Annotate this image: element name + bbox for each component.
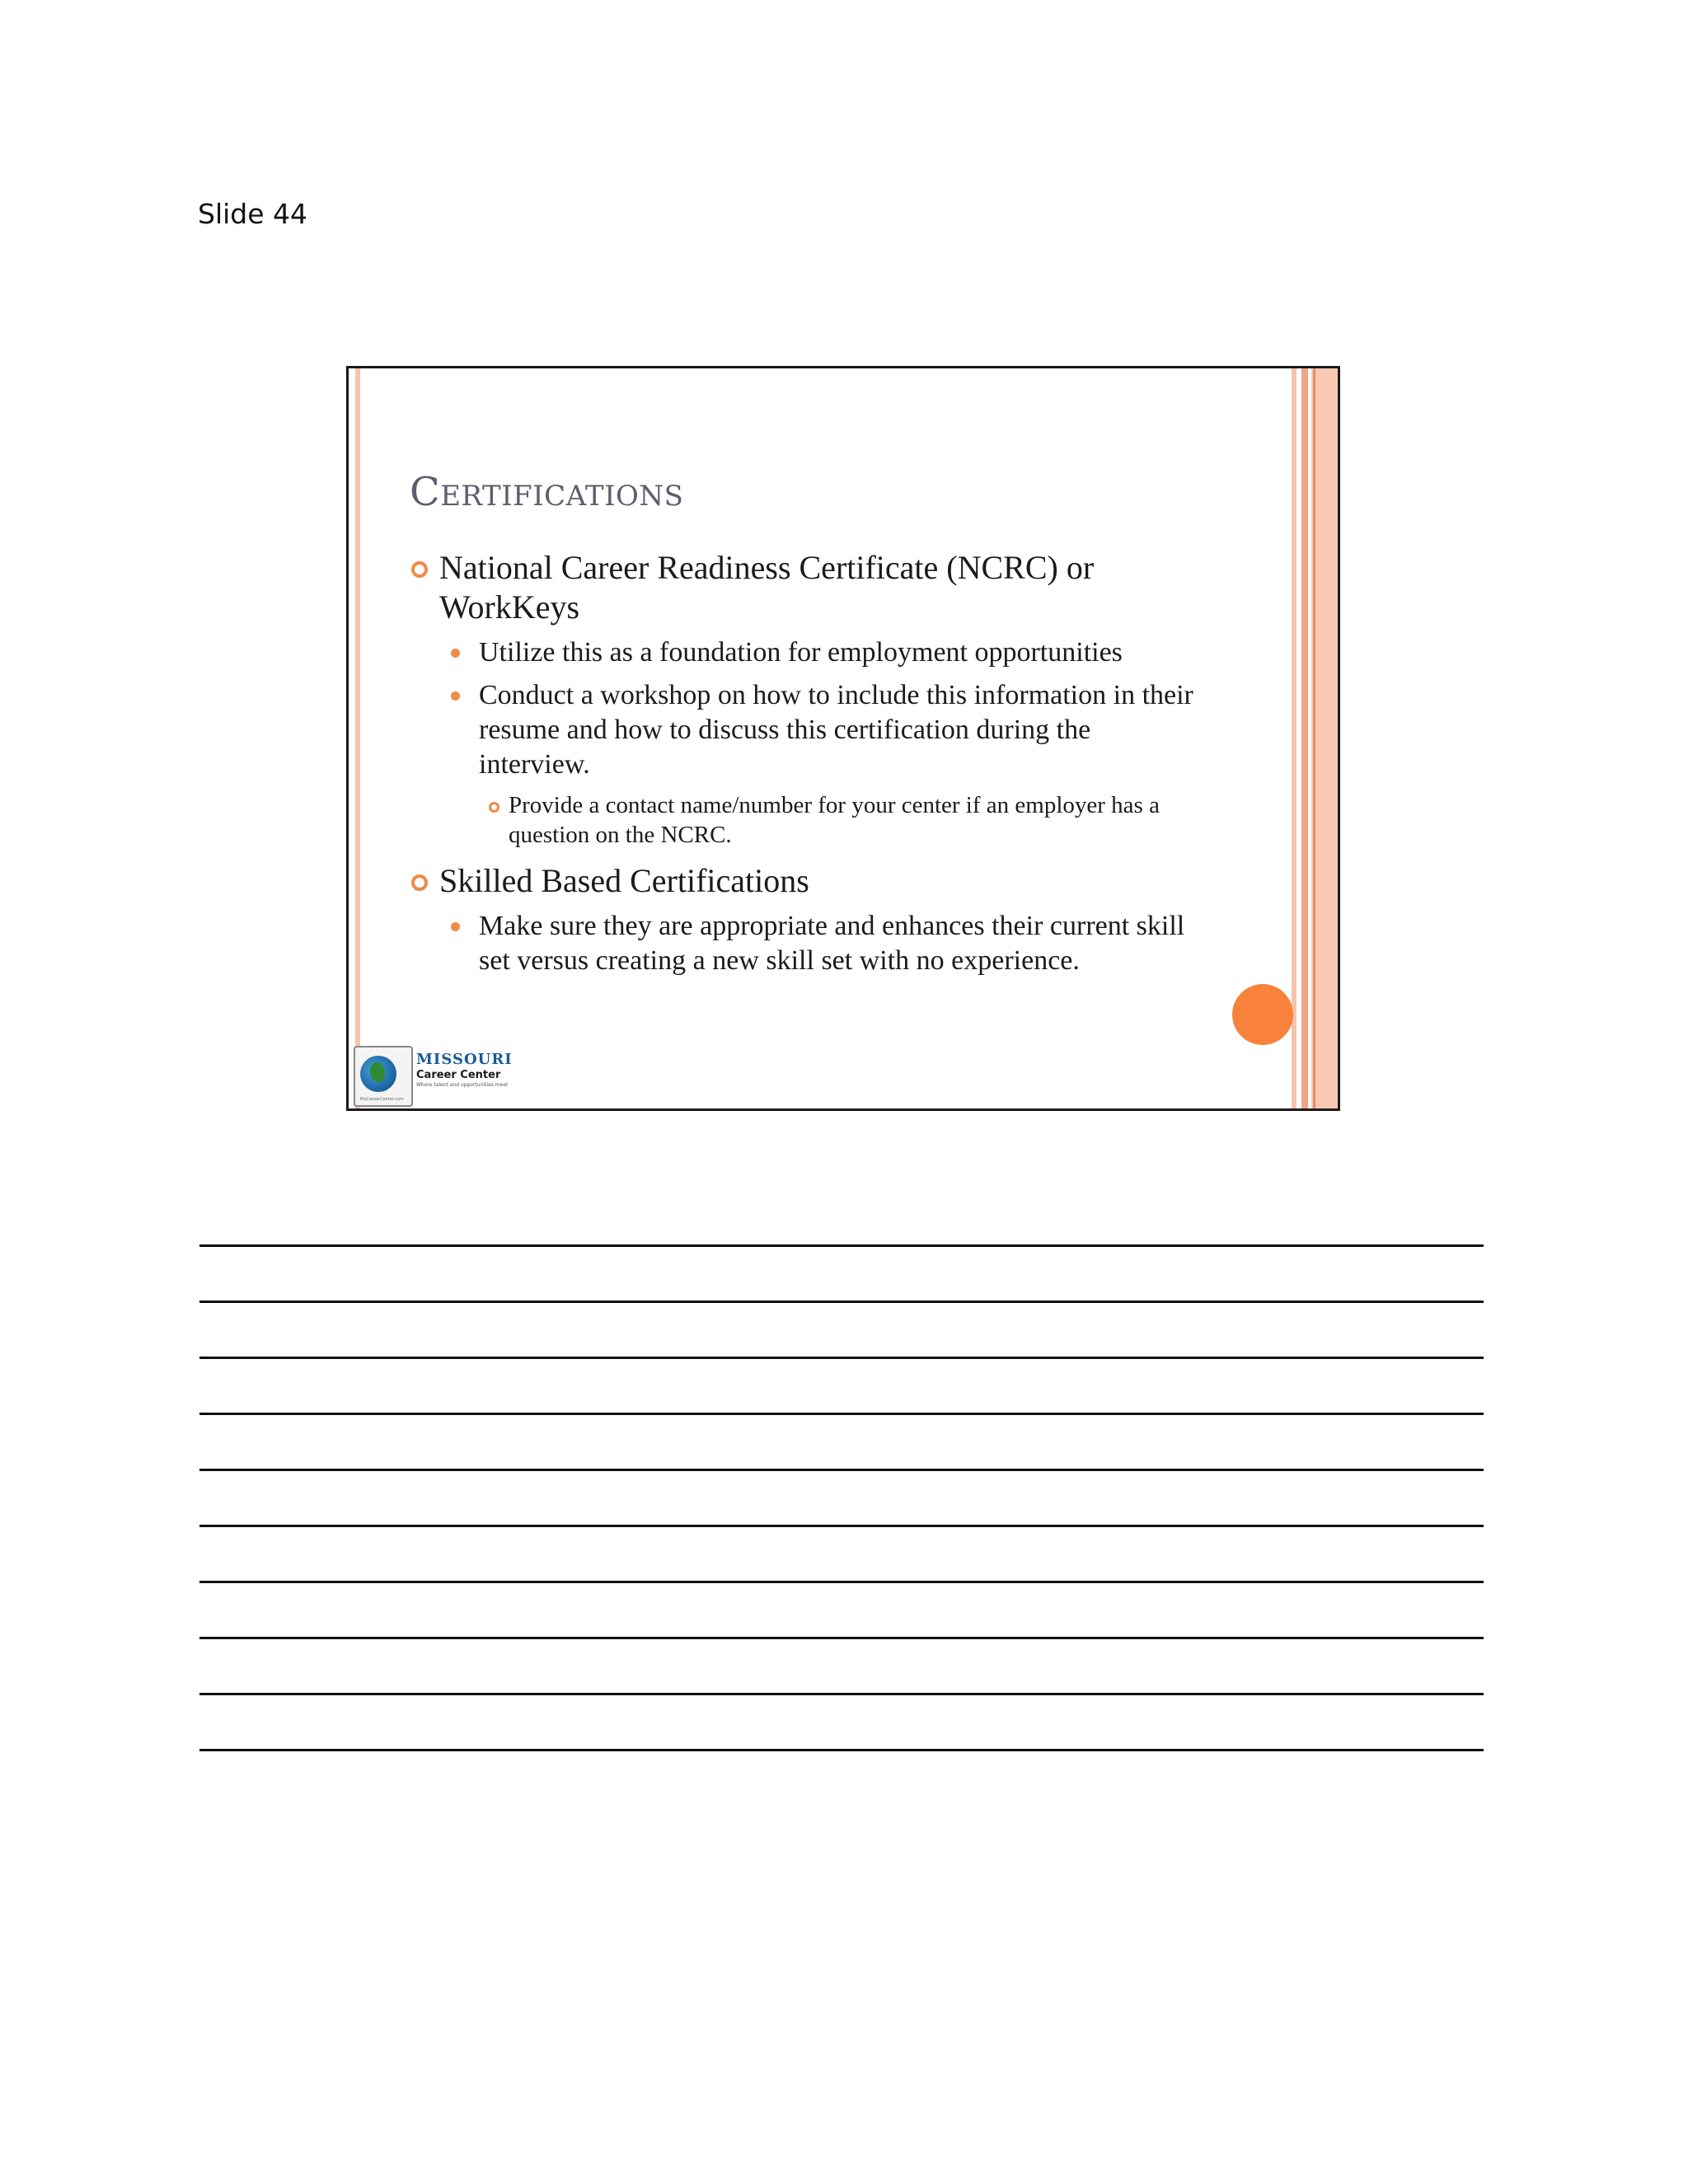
slide-thumbnail (346, 366, 1340, 1111)
dot-bullet-icon (451, 691, 460, 701)
note-line (199, 1581, 1484, 1583)
page-label: Slide 44 (198, 198, 308, 230)
dot-bullet-icon (451, 649, 460, 658)
orange-circle-decoration (1232, 984, 1293, 1045)
logo-subtitle: Career Center (416, 1069, 501, 1081)
missouri-career-center-logo (352, 1044, 517, 1107)
slide-title: Certifications (410, 469, 684, 515)
bullet-text: National Career Readiness Certificate (NCRC) or WorkKeys (439, 549, 1095, 626)
bullet-text: Provide a contact name/number for your center if an employer has a question on the NCRC. (509, 792, 1160, 848)
right-decorative-stripes (1292, 368, 1338, 1108)
logo-title: MISSOURI (416, 1051, 513, 1068)
bullet-level-1 (410, 861, 1234, 901)
logo-url: MoCareerCenter.com (360, 1097, 404, 1102)
note-line (199, 1749, 1484, 1751)
bullet-text: Conduct a workshop on how to include this information in their resume and how to discuss this certification during the interview. (479, 680, 1193, 780)
ring-bullet-icon (411, 874, 428, 891)
globe-icon (360, 1056, 396, 1092)
bullet-level-2 (410, 909, 1204, 978)
small-ring-bullet-icon (489, 802, 499, 813)
bullet-text: Utilize this as a foundation for employment opportunities (479, 637, 1123, 668)
note-line (199, 1301, 1484, 1303)
bullet-text: Skilled Based Certifications (439, 862, 809, 899)
note-line (199, 1244, 1484, 1247)
note-line (199, 1637, 1484, 1639)
left-decorative-stripe (355, 368, 360, 1108)
notes-lines (199, 1244, 1484, 1805)
bullet-level-2 (410, 635, 1204, 670)
ring-bullet-icon (411, 561, 428, 578)
note-line (199, 1525, 1484, 1527)
note-line (199, 1469, 1484, 1471)
logo-tagline: Where talent and opportunities meet (416, 1082, 509, 1088)
bullet-level-2 (410, 678, 1204, 782)
dot-bullet-icon (451, 922, 460, 931)
note-line (199, 1693, 1484, 1695)
bullet-text: Make sure they are appropriate and enhances their current skill set versus creating a new skill set with no experience. (479, 911, 1185, 976)
note-line (199, 1357, 1484, 1359)
bullet-level-1 (410, 548, 1234, 627)
slide-content (410, 548, 1234, 987)
bullet-level-3 (410, 790, 1184, 850)
note-line (199, 1413, 1484, 1415)
